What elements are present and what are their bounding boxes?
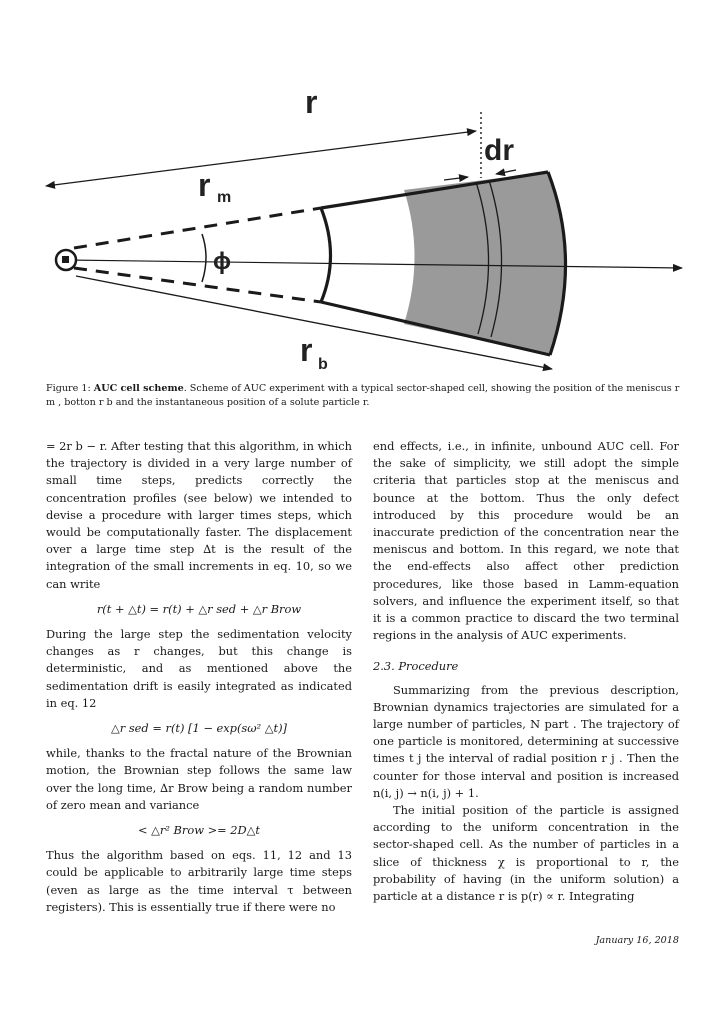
caption-body: . Scheme of AUC experiment with a typical sector-shaped cell, showing the position of the meniscus r m , botton r b and the instantaneous position of a solute particle r. xyxy=(46,383,680,409)
r-arrow xyxy=(46,131,476,186)
meniscus-arc xyxy=(321,208,331,302)
dr-arrow-right xyxy=(496,170,516,174)
page-date: January 16, 2018 xyxy=(595,935,679,946)
equation-11: r(t + △t) = r(t) + △r sed + △r Brow xyxy=(96,601,302,616)
auc-cell-figure xyxy=(0,0,724,375)
caption-prefix: Figure 1: xyxy=(46,383,91,394)
rb-subscript: b xyxy=(318,356,328,373)
equation-13: < △r² Brow >= 2D△t xyxy=(137,823,261,838)
caption-title: AUC cell scheme xyxy=(93,383,184,394)
dr-label: dr xyxy=(484,134,514,167)
right-paragraph-3: The initial position of the particle is assigned according to the uniform concentration in the sector-shaped cell. As the number of particles in a slice of thickness χ is proportional to r, the probability of having (in the uniform solution) a particle at a distance r is p(r) ∝ r. Integrating xyxy=(373,803,679,904)
rm-subscript: m xyxy=(217,189,232,206)
dashed-upper-edge xyxy=(74,208,321,248)
equation-12: △r sed = r(t) [1 − exp(sω² △t)] xyxy=(111,721,287,736)
phi-angle-arc xyxy=(202,234,206,282)
dr-arrow-left xyxy=(444,177,468,180)
rb-label: r xyxy=(300,332,313,368)
left-paragraph-3: while, thanks to the fractal nature of the Brownian motion, the Brownian step follows the same law over the long time, ∆r Brow being a random number of zero mean and variance xyxy=(46,746,352,812)
figure-caption xyxy=(46,382,680,411)
left-column xyxy=(46,438,352,916)
left-paragraph-4: Thus the algorithm based on eqs. 11, 12 and 13 could be applicable to arbitrarily large time steps (even as large as the time interval τ between registers). This is essentially true if there were no xyxy=(46,848,352,914)
right-paragraph-2: Summarizing from the previous description, Brownian dynamics trajectories are simulated for a large number of particles, N part . The trajectory of one particle is monitored, determining at successive times t j the interval of radial position r j . Then the counter for those interval and position is increased n(i, j) → n(i, j) + 1. xyxy=(373,682,679,800)
section-heading: 2.3. Procedure xyxy=(373,659,459,674)
right-column xyxy=(373,438,679,905)
left-paragraph-1: = 2r b − r. After testing that this algorithm, in which the trajectory is divided in a very large number of small time steps, predicts correctly the concentration profiles (see below) we intended to devise a procedure with larger times steps, which would be computationally faster. The displacement over a large time step ∆t is the result of the integration of the small increments in eq. 10, so we can write xyxy=(46,439,352,591)
right-paragraph-1: end effects, i.e., in infinite, unbound AUC cell. For the sake of simplicity, we still adopt the simple criteria that particles stop at the meniscus and bounce at the bottom. Thus the only defect introduced by this procedure would be an inaccurate prediction of the concentration near the meniscus and bottom. In this regard, we note that the end-effects also affect other prediction procedures, like those based in Lamm-equation solvers, and influence the experiment itself, so that it is a common practice to discard the two terminal regions in the analysis of AUC experiments. xyxy=(373,439,679,643)
rm-label: r xyxy=(198,167,211,203)
left-paragraph-2: During the large step the sedimentation velocity changes as r changes, but this change is deterministic, and as mentioned above the sedimentation drift is easily integrated as indicated in eq. 12 xyxy=(46,627,352,710)
phi-label: ϕ xyxy=(213,248,231,275)
r-label: r xyxy=(305,84,318,120)
dashed-lower-edge xyxy=(74,268,321,302)
radial-axis xyxy=(66,260,682,268)
